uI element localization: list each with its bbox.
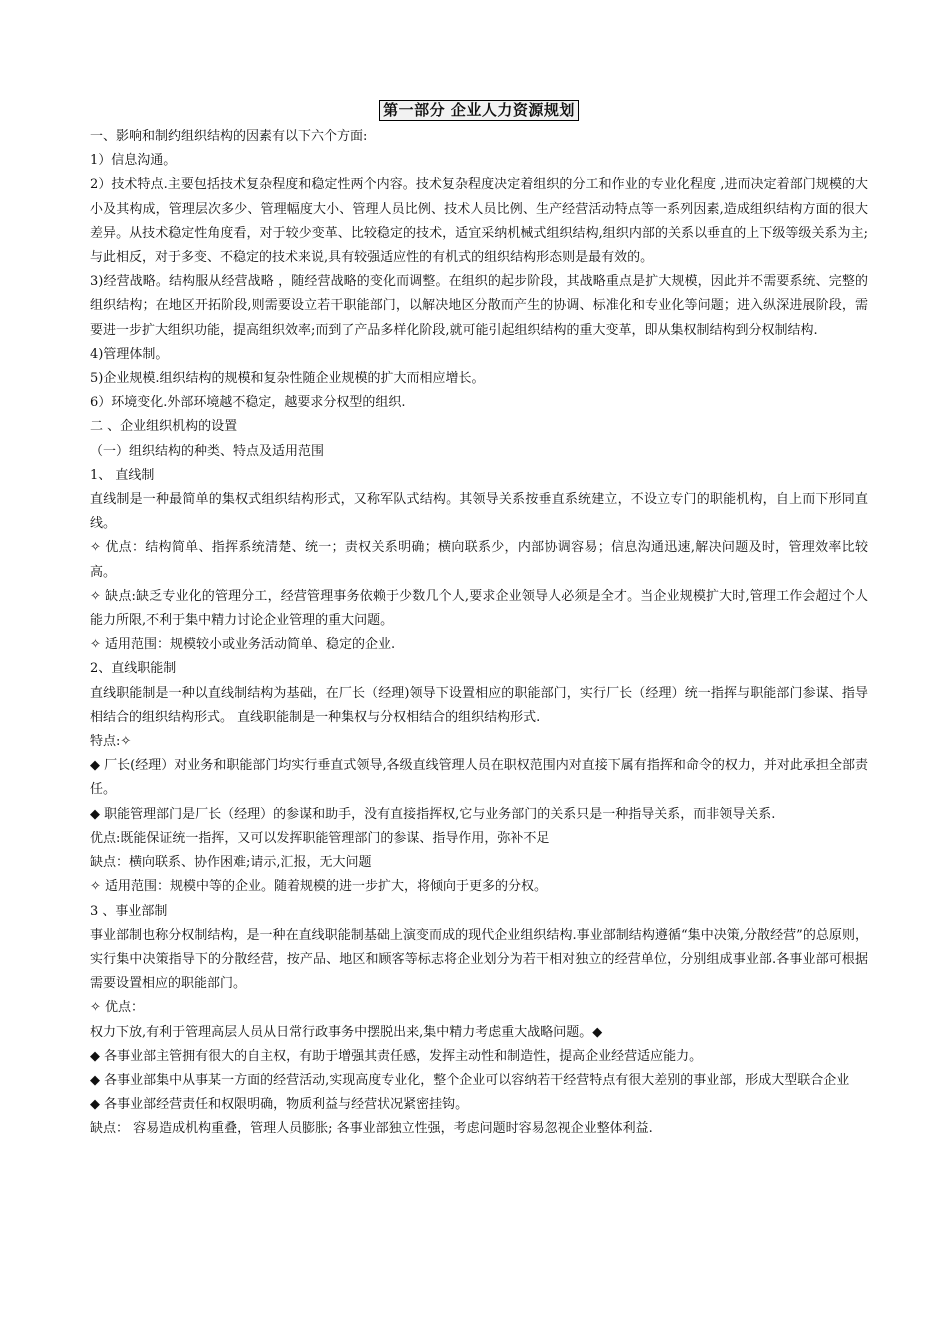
title-row [90, 100, 868, 121]
paragraph: 事业部制也称分权制结构，是一种在直线职能制基础上演变而成的现代企业组织结构.事业部制结构遵循“集中决策,分散经营”的总原则，实行集中决策指导下的分散经营，按产品、地区和顾客等标志将企业划分为若干相对独立的经营单位，分别组成事业部.各事业部可根据需要设置相应的职能部门。 [90, 927, 868, 992]
bullet-item: ✧ 适用范围：规模较小或业务活动简单、稳定的企业. [90, 637, 396, 653]
paragraph: 5)企业规模.组织结构的规模和复杂性随企业规模的扩大而相应增长。 [90, 371, 485, 387]
paragraph: 直线职能制是一种以直线制结构为基础，在厂长（经理)领导下设置相应的职能部门，实行厂长（经理）统一指挥与职能部门参谋、指导相结合的组织结构形式。 直线职能制是一种集权与分权相结合的组织结构形式. [90, 685, 868, 725]
paragraph: 权力下放,有利于管理高层人员从日常行政事务中摆脱出来,集中精力考虑重大战略问题。◆ [90, 1024, 603, 1040]
document-title: 第一部分 企业人力资源规划 [379, 100, 579, 121]
paragraph: 缺点： 容易造成机构重叠，管理人员膨胀; 各事业部独立性强，考虑问题时容易忽视企业整体利益. [90, 1121, 653, 1137]
paragraph: 1）信息沟通。 [90, 153, 177, 169]
item-heading: 3 、事业部制 [90, 903, 168, 919]
bullet-item: ✧ 优点： [90, 1000, 145, 1016]
paragraph: 3)经营战略。结构服从经营战略 ，随经营战略的变化而调整。在组织的起步阶段，其战略重点是扩大规模，因此并不需要系统、完整的组织结构；在地区开拓阶段,则需要设立若干职能部门，以解决地区分散而产生的协调、标准化和专业化等问题；进入纵深进展阶段，需要进一步扩大组织功能，提高组织效率;而到了产品多样化阶段,就可能引起组织结构的重大变革，即从集权制结构到分权制结构. [90, 274, 868, 338]
paragraph: 2）技术特点.主要包括技术复杂程度和稳定性两个内容。技术复杂程度决定着组织的分工和作业的专业化程度 ,进而决定着部门规模的大小及其构成，管理层次多少、管理幅度大小、管理人员比例、技术人员比例、生产经营活动特点等一系列因素,造成组织结构方面的很大差异。从技术稳定性角度看，对于较少变革、比较稳定的技术，适宜采纳机械式组织结构,组织内部的关系以垂直的上下级等级关系为主;与此相反，对于多变、不稳定的技术来说,具有较强适应性的有机式的组织结构形态则是最有效的。 [90, 177, 868, 266]
paragraph: 优点:既能保证统一指挥，又可以发挥职能管理部门的参谋、指导作用，弥补不足 [90, 830, 550, 846]
item-heading: 1、 直线制 [90, 467, 155, 483]
subsection-heading: （一）组织结构的种类、特点及适用范围 [90, 443, 325, 459]
paragraph: 一、影响和制约组织结构的因素有以下六个方面: [90, 129, 368, 144]
paragraph: 直线制是一种最简单的集权式组织结构形式，又称军队式结构。其领导关系按垂直系统建立，不设立专门的职能机构，自上而下形同直线。 [90, 492, 868, 532]
document-page [90, 100, 868, 1142]
paragraph: 4)管理体制。 [90, 346, 169, 362]
paragraph: 特点:✧ [90, 734, 132, 750]
section-heading: 二 、企业组织机构的设置 [90, 419, 238, 435]
bullet-item: ✧ 优点：结构简单、指挥系统清楚、统一；责权关系明确；横向联系少，内部协调容易；信息沟通迅速,解决问题及时，管理效率比较高。 [90, 540, 868, 580]
bullet-item: ◆ 厂长(经理）对业务和职能部门均实行垂直式领导,各级直线管理人员在职权范围内对直接下属有指挥和命令的权力，并对此承担全部责任。 [90, 758, 868, 798]
bullet-item: ◆ 各事业部经营责任和权限明确，物质利益与经营状况紧密挂钩。 [90, 1097, 469, 1113]
bullet-item: ◆ 各事业部集中从事某一方面的经营活动,实现高度专业化，整个企业可以容纳若干经营特点有很大差别的事业部，形成大型联合企业 [90, 1072, 850, 1088]
bullet-item: ◆ 职能管理部门是厂长（经理）的参谋和助手，没有直接指挥权,它与业务部门的关系只是一种指导关系，而非领导关系. [90, 806, 776, 822]
paragraph: 6）环境变化.外部环境越不稳定，越要求分权型的组织. [90, 395, 406, 411]
bullet-item: ✧ 缺点:缺乏专业化的管理分工，经营管理事务依赖于少数几个人,要求企业领导人必须是全才。当企业规模扩大时,管理工作会超过个人能力所限,不利于集中精力讨论企业管理的重大问题。 [90, 588, 868, 629]
paragraph: 缺点：横向联系、协作困难;请示,汇报，无大问题 [90, 855, 372, 871]
item-heading: 2、直线职能制 [90, 661, 177, 677]
bullet-item: ✧ 适用范围：规模中等的企业。随着规模的进一步扩大，将倾向于更多的分权。 [90, 879, 548, 895]
bullet-item: ◆ 各事业部主管拥有很大的自主权，有助于增强其责任感，发挥主动性和制造性，提高企业经营适应能力。 [90, 1048, 703, 1064]
